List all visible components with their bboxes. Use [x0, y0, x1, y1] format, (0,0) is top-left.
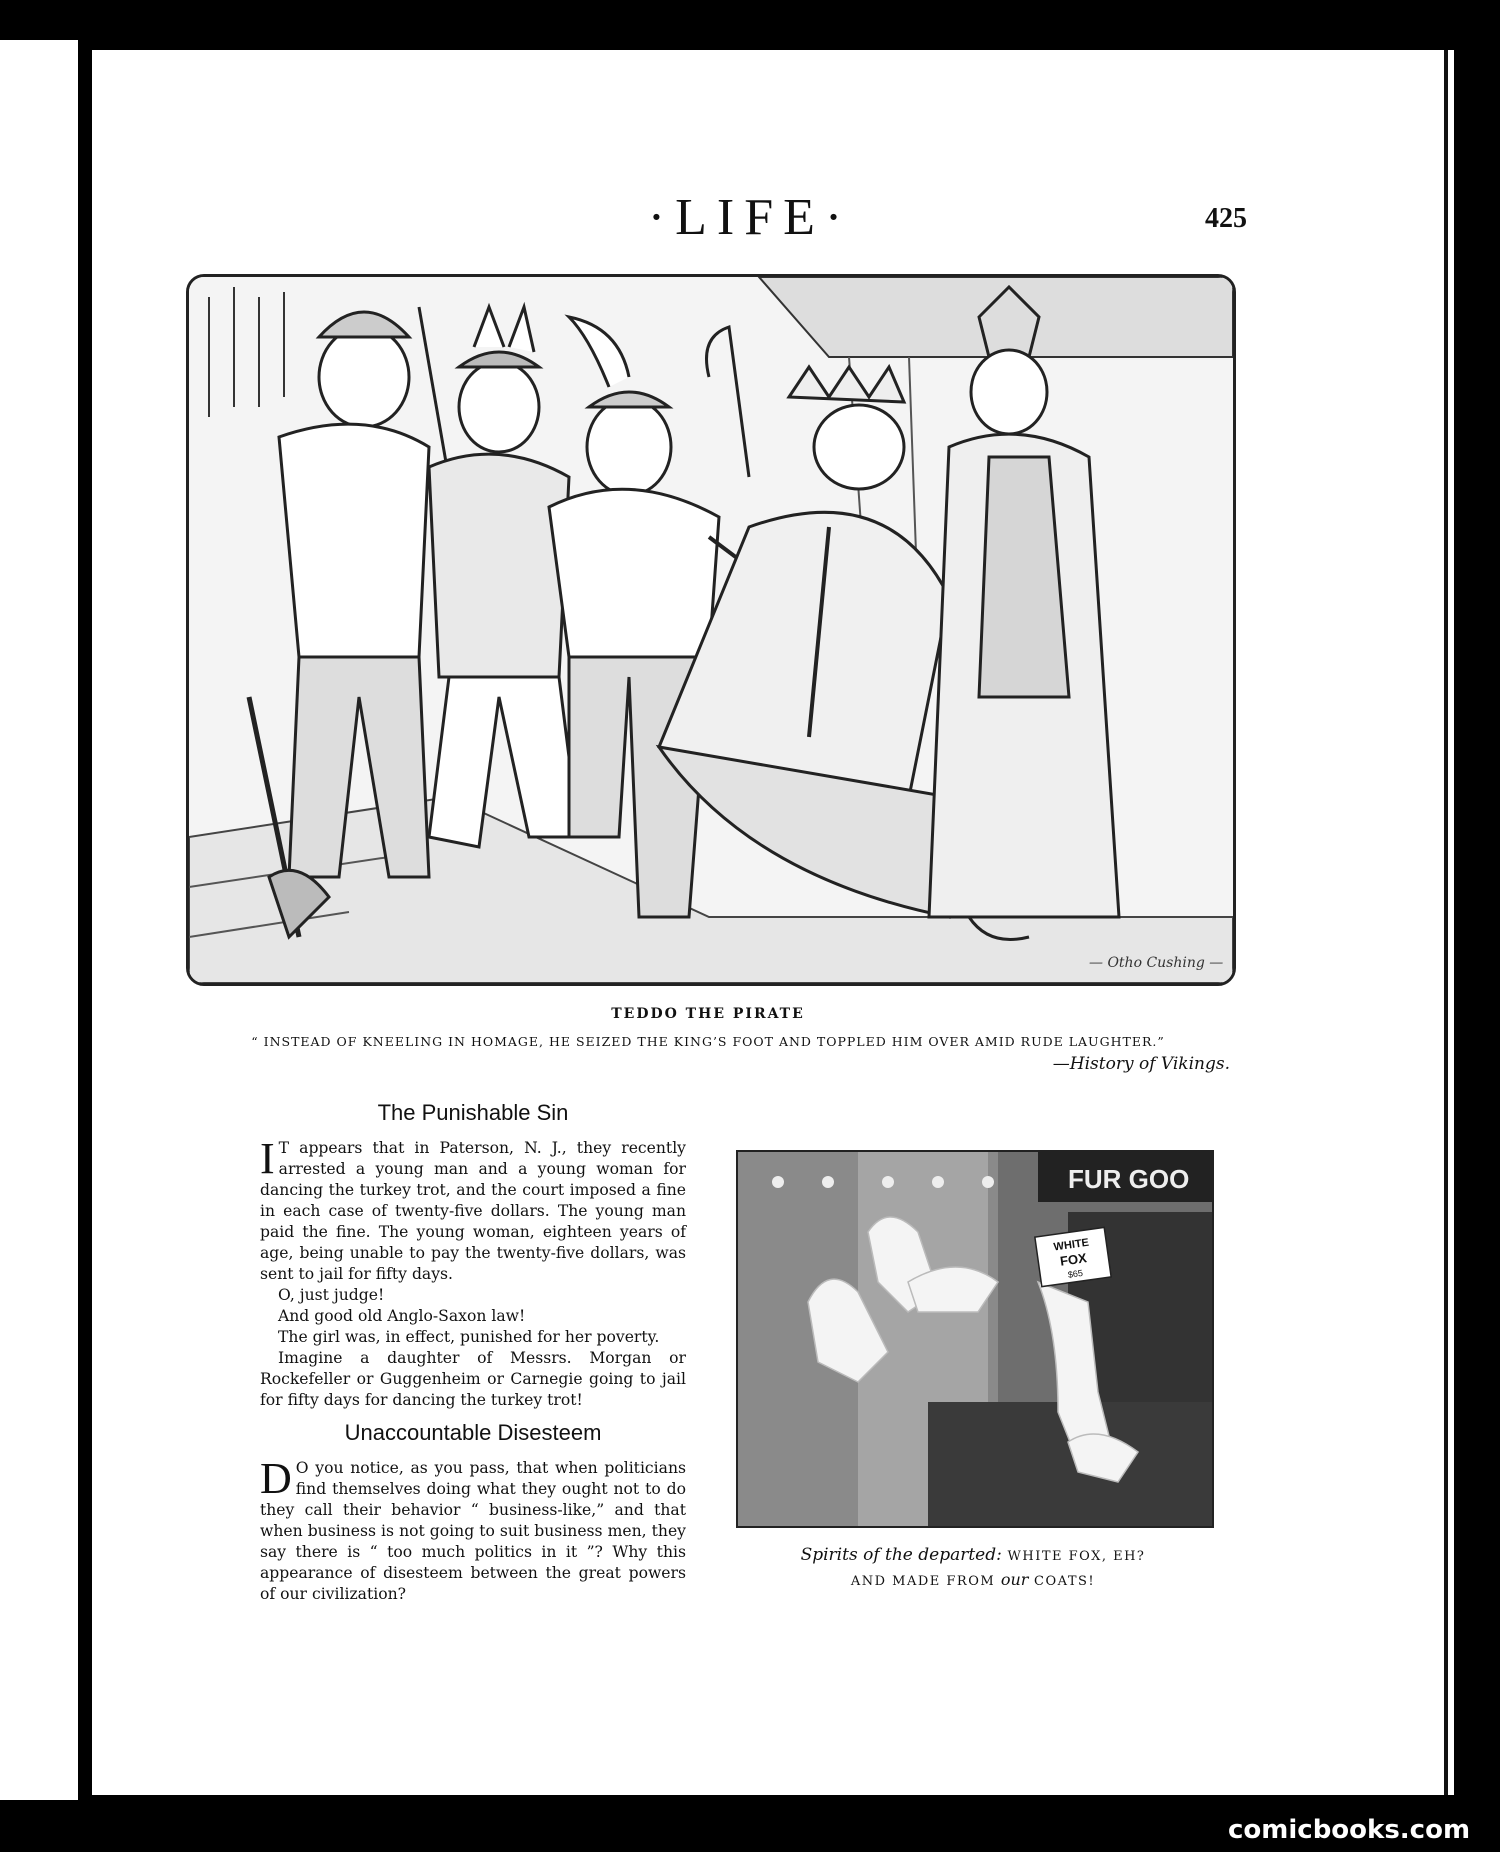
cartoon-caption-quote: “ INSTEAD OF KNEELING IN HOMAGE, HE SEIZED THE KING’S FOOT AND TOPPLED HIM OVER AMID RUDE LAUGHTER.” [251, 1034, 1165, 1049]
photo-caption-line1 [736, 1545, 1210, 1565]
article1-p3: And good old Anglo-Saxon law! [278, 1307, 526, 1325]
cartoon-illustration [186, 274, 1236, 986]
shop-sign: FUR GOO [1068, 1164, 1190, 1194]
facing-page-edge [0, 40, 78, 1800]
price-tag-line3: $65 [1067, 1267, 1084, 1280]
article1-lead: T appears that in Paterson, N. J., they recently arrested a young man and a young woman for dancing the turkey trot, and the court imposed a fine in each case of twenty-five dollars. The young man paid the fine. The young woman, eighteen years of age, being unable to pay the twenty-five dollars, was sent to jail for fifty days. [260, 1139, 686, 1283]
magazine-title: ·LIFE· [647, 189, 853, 246]
svg-text:— Otho Cushing —: — Otho Cushing — [1089, 955, 1224, 971]
article1-p5: Imagine a daughter of Messrs. Morgan or Rockefeller or Guggenheim or Carnegie going to jail for fifty days for dancing the turkey trot! [260, 1349, 686, 1409]
photo-caption-italic: Spirits of the departed: [800, 1545, 1002, 1565]
viking-cartoon-drawing [189, 277, 1233, 983]
article1-dropcap: I [260, 1134, 275, 1183]
article1-body [260, 1134, 686, 1411]
price-tag-line1: WHITE [1052, 1236, 1090, 1254]
cartoon-caption-title: TEDDO THE PIRATE [611, 1006, 805, 1022]
article1-headline: The Punishable Sin [377, 1100, 569, 1125]
photo-caption2-italic: our [1000, 1570, 1029, 1589]
site-watermark: comicbooks.com [1228, 1815, 1471, 1845]
page-number: 425 [1205, 203, 1247, 234]
fox-photo-illustration [736, 1150, 1214, 1528]
photo-caption-line2 [736, 1570, 1210, 1589]
price-tag-line2: FOX [1059, 1250, 1088, 1269]
article2-lead: O you notice, as you pass, that when politicians find themselves doing what they ought not to do they call their behavior “ business-like,” and that when business is not going to suit business men, they say there is “ too much politics in it ”? Why this appearance of disesteem between the great powers of our civilization? [260, 1459, 686, 1603]
photo-caption2-b: COATS! [1028, 1574, 1096, 1589]
article2-headline: Unaccountable Disesteem [344, 1420, 602, 1445]
cartoon-caption-source: —History of Vikings. [1052, 1054, 1230, 1074]
article2-body [260, 1454, 686, 1605]
article2-dropcap: D [260, 1454, 292, 1503]
fur-shop-drawing [738, 1152, 1212, 1526]
page-edge-shadow [1444, 50, 1448, 1795]
photo-caption2-a: AND MADE FROM [850, 1574, 1001, 1589]
article1-p4: The girl was, in effect, punished for her poverty. [278, 1328, 660, 1346]
article1-p2: O, just judge! [278, 1286, 385, 1304]
photo-caption-rest: WHITE FOX, EH? [1001, 1549, 1146, 1564]
